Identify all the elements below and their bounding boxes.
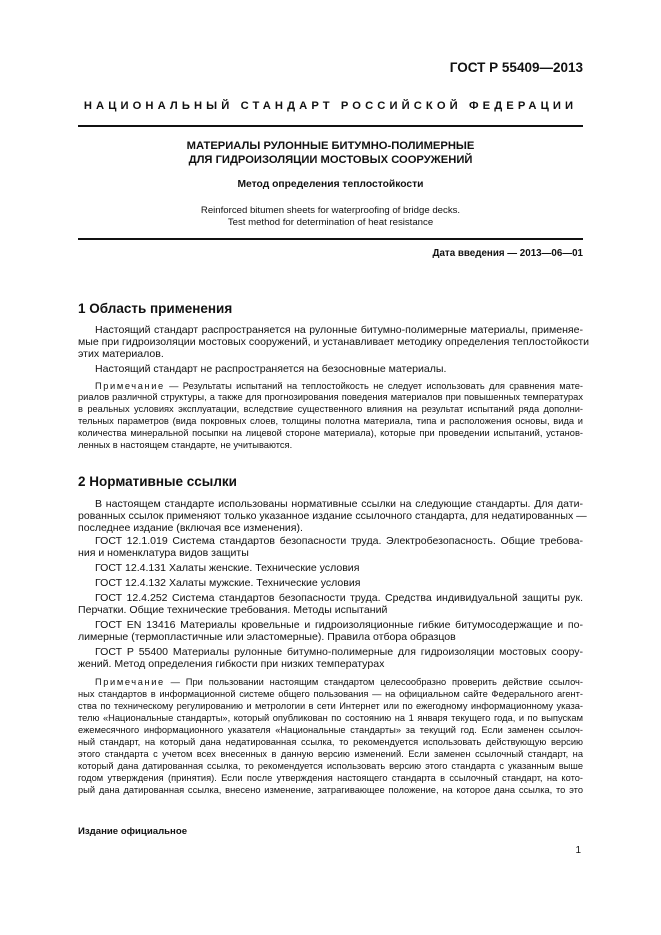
official-edition-label: Издание официальное [78, 826, 188, 837]
national-standard-banner: НАЦИОНАЛЬНЫЙ СТАНДАРТ РОССИЙСКОЙ ФЕДЕРАЦИИ [83, 100, 578, 112]
section-1-note-line: количества минеральной посыпки на лицевой стороне материала), которые при проведении испытаний, установ- [78, 428, 583, 438]
section-2-intro-line: В настоящем стандарте использованы нормативные ссылки на следующие стандарты. Для дати- [95, 498, 583, 510]
section-2-note-line [95, 677, 583, 688]
note-label: Примечание [95, 677, 165, 687]
section-2-note-line: ных стандартов в информационной системе общего пользования — на официальном сайте Федерального агент- [78, 689, 583, 699]
method-subtitle: Метод определения теплостойкости [237, 179, 424, 190]
title-line-1: МАТЕРИАЛЫ РУЛОННЫЕ БИТУМНО-ПОЛИМЕРНЫЕ [186, 140, 475, 152]
section-2-note-line: ный стандарт, на который дана недатированная ссылка, то рекомендуется использовать действующую версию [78, 737, 583, 747]
note-label: Примечание [95, 381, 165, 391]
title-line-2: ДЛЯ ГИДРОИЗОЛЯЦИИ МОСТОВЫХ СООРУЖЕНИЙ [188, 154, 473, 166]
section-2-intro-line: рованных ссылок применяют только указанное издание ссылочного стандарта, для недатированных — [78, 510, 587, 522]
section-1-paragraph-line: Настоящий стандарт не распространяется на безосновные материалы. [95, 363, 447, 375]
section-1-paragraph-line: мые при гидроизоляции мостовых сооружений, и устанавливает методику определения теплостойкости [78, 336, 590, 348]
section-1-note-line: риалов различной структуры, а также для прогнозирования поведения материалов при повышенных температурах [78, 392, 583, 402]
page-number: 1 [575, 845, 581, 856]
section-2-note-line: который дана датированная ссылка, то рекомендуется использовать версию этого стандарта с указанным выше [78, 761, 583, 771]
section-2-note-line: телю «Национальные стандарты», который опубликован по состоянию на 1 января текущего года, и по выпускам [78, 713, 583, 723]
introduction-date: Дата введения — 2013—06—01 [432, 248, 583, 259]
top-divider [78, 125, 583, 127]
section-2-heading: 2 Нормативные ссылки [78, 474, 237, 489]
standard-number: ГОСТ Р 55409—2013 [449, 60, 583, 75]
note-text: — Результаты испытаний на теплостойкость не следует использовать для сравнения мате- [164, 381, 583, 391]
reference-line: жений. Метод определения гибкости при низких температурах [78, 658, 385, 670]
reference-line: Перчатки. Общие технические требования. Методы испытаний [78, 604, 388, 616]
section-2-intro-line: последнее издание (включая все изменения). [78, 522, 303, 534]
section-1-paragraph-line: Настоящий стандарт распространяется на рулонные битумно-полимерные материалы, применяе- [95, 324, 583, 336]
section-2-note-line: годом утверждения (принятия). Если после утверждения настоящего стандарта в ссылочный стандарт, на кото- [78, 773, 583, 783]
section-1-heading: 1 Область применения [78, 301, 233, 316]
section-2-note-line: ежемесячного информационного указателя «Национальные стандарты» за текущий год. Если заменен ссылоч- [78, 725, 583, 735]
section-1-note-line: тельных параметров (вида покровных слоев, толщины полотна материала, типа и расположения основы, вида и [78, 416, 583, 426]
reference-line: лимерные (термопластичные или эластомерные). Правила отбора образцов [78, 631, 456, 643]
section-1-paragraph-line: этих материалов. [78, 348, 164, 360]
reference-line: ГОСТ Р 55400 Материалы рулонные битумно-полимерные для гидроизоляции мостовых соору- [95, 646, 583, 658]
section-2-note-line: этого стандарта с учетом всех внесенных в данную версию изменений. Если заменен ссылочный стандарт, на [78, 749, 583, 759]
reference-line: ГОСТ 12.4.252 Система стандартов безопасности труда. Средства индивидуальной защиты рук. [95, 592, 583, 604]
english-title-line-2: Test method for determination of heat resistance [227, 217, 434, 228]
reference-line: ГОСТ 12.4.132 Халаты мужские. Технические условия [95, 577, 361, 589]
reference-line: ГОСТ 12.4.131 Халаты женские. Технические условия [95, 562, 360, 574]
section-1-note-line [95, 381, 583, 392]
note-text: — При пользовании настоящим стандартом целесообразно проверить действие ссылоч- [164, 677, 583, 687]
reference-line: ГОСТ EN 13416 Материалы кровельные и гидроизоляционные гибкие битумосодержащие и по- [95, 619, 583, 631]
section-1-note-line: ленных в настоящем стандарте, не учитываются. [78, 440, 293, 450]
section-2-note-line: ства по техническому регулированию и метрологии в сети Интернет или по ежегодному информационному указа- [78, 701, 583, 711]
section-1-note-line: в реальных условиях эксплуатации, вследствие существенного влияния на результат испытаний ряда дополни- [78, 404, 583, 414]
reference-line: ния и номенклатура видов защиты [78, 547, 249, 559]
reference-line: ГОСТ 12.1.019 Система стандартов безопасности труда. Электробезопасность. Общие требова- [95, 535, 583, 547]
title-divider [78, 238, 583, 240]
english-title-line-1: Reinforced bitumen sheets for waterproofing of bridge decks. [200, 205, 461, 216]
section-2-note-line: рый дана датированная ссылка, внесено изменение, затрагивающее положение, на которое дана ссылка, то это [78, 785, 583, 795]
